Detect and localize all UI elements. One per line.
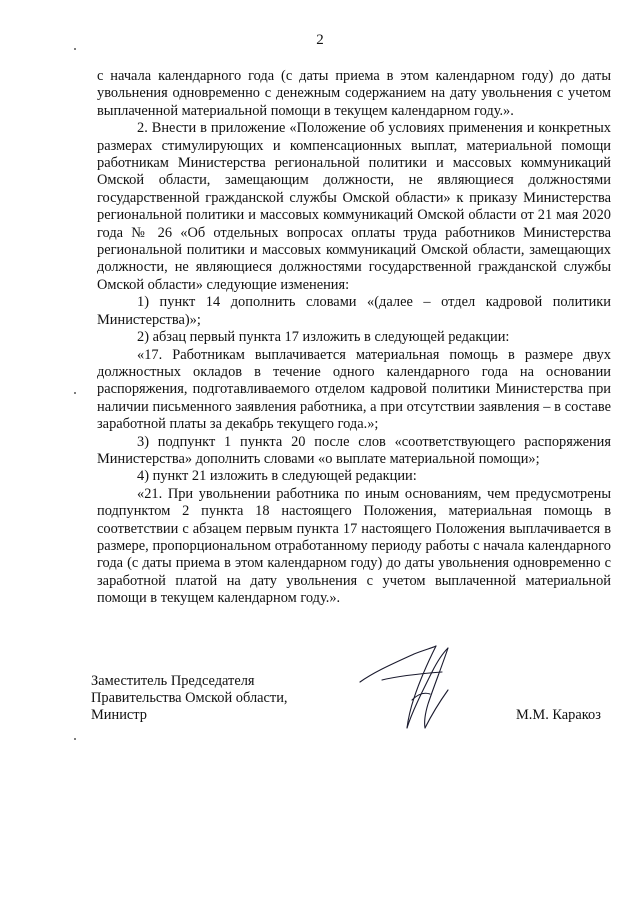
signatory-title: [91, 673, 288, 725]
signatory-title-line: Министр: [91, 707, 147, 724]
paragraph-continuation: с начала календарного года (с даты приема в этом календарном году) до даты увольнения одновременно с денежным содержанием на дату увольнения с учетом выплаченной материальной помощи в текущем календарном году.».: [97, 68, 611, 119]
handwritten-signature: [352, 642, 470, 734]
margin-speck: [74, 48, 76, 50]
margin-speck: [74, 738, 76, 740]
paragraph-item-2: 2. Внести в приложение «Положение об условиях применения и конкретных размерах стимулирующих и компенсационных выплат, материальной помощи работникам Министерства региональной политики и массовых коммуникаций Омской области, замещающим должности, не являющиеся должностями государственной гражданской службы Омской области» к приказу Министерства региональной политики и массовых коммуникаций Омской области от 21 мая 2020 года № 26 «Об отдельных вопросах оплаты труда работников Министерства региональной политики и массовых коммуникаций Омской области, замещающих должности, не являющиеся должностями государственной гражданской службы Омской области» следующие изменения:: [97, 120, 611, 293]
paragraph-quote-21: «21. При увольнении работника по иным основаниям, чем предусмотрены подпунктом 2 пункта 18 настоящего Положения, материальная помощь в соответствии с абзацем первым пункта 17 настоящего Положения выплачивается в размере, пропорциональном отработанному периоду работы с начала календарного года (с даты приема в этом календарном году) до даты увольнения одновременно с заработной платой на дату увольнения с учетом выплаченной материальной помощи в текущем календарном году.».: [97, 485, 611, 607]
paragraph-subitem-2: 2) абзац первый пункта 17 изложить в следующей редакции:: [137, 329, 510, 346]
signatory-title-line: Правительства Омской области,: [91, 690, 288, 707]
page-number: 2: [316, 32, 324, 48]
signatory-name: М.М. Каракоз: [516, 707, 601, 723]
paragraph-subitem-1: 1) пункт 14 дополнить словами «(далее – отдел кадровой политики Министерства)»;: [97, 294, 611, 328]
paragraph-quote-17: «17. Работникам выплачивается материальная помощь в размере двух должностных окладов в течение одного календарного года на основании распоряжения, подготавливаемого отделом кадровой политики Министерства при наличии письменного заявления работника, а при отсутствии заявления – в составе заработной платы за декабрь текущего года.»;: [97, 346, 611, 433]
signatory-title-line: Заместитель Председателя: [91, 673, 255, 689]
margin-speck: [74, 392, 76, 394]
document-body: [97, 68, 611, 608]
paragraph-subitem-4: 4) пункт 21 изложить в следующей редакции:: [137, 468, 417, 485]
paragraph-subitem-3: 3) подпункт 1 пункта 20 после слов «соответствующего распоряжения Министерства» дополнить словами «о выплате материальной помощи»;: [97, 433, 611, 467]
